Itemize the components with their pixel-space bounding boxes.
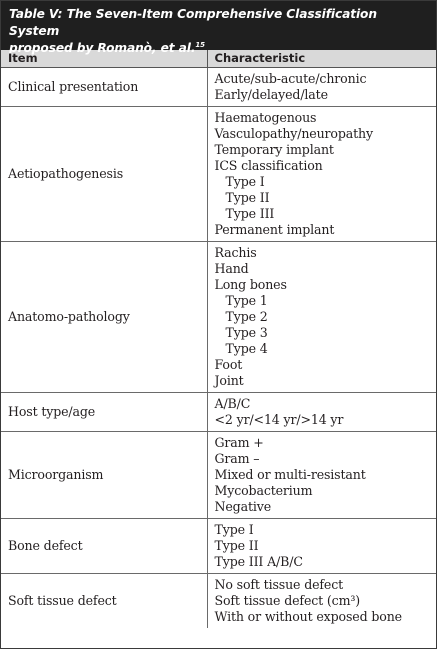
characteristic-item: Hand [214, 260, 249, 276]
characteristic-item: With or without exposed bone [214, 608, 402, 624]
caption-line-2: proposed by Romanò, et al. [9, 41, 196, 55]
characteristic-subitem: Type III [225, 205, 275, 221]
table-body [1, 67, 436, 628]
characteristic-item: Type III A/B/C [214, 553, 303, 569]
characteristic-item: Type I [214, 521, 254, 537]
characteristic-subitem: Type 3 [225, 324, 268, 340]
characteristic-cell [207, 518, 436, 573]
characteristic-item: Soft tissue defect (cm³) [214, 592, 361, 608]
table-row [1, 518, 436, 573]
characteristic-item: <2 yr/<14 yr/>14 yr [214, 411, 344, 427]
table-row [1, 431, 436, 518]
characteristic-cell [207, 392, 436, 431]
characteristic-item: Mycobacterium [214, 482, 313, 498]
item-cell: Host type/age [1, 392, 207, 431]
characteristic-item: Long bones [214, 276, 287, 292]
characteristic-item: No soft tissue defect [214, 576, 344, 592]
item-cell: Aetiopathogenesis [1, 106, 207, 241]
header-item: Item [1, 50, 207, 67]
characteristic-item: Acute/sub-acute/chronic [214, 70, 367, 86]
caption-line-1: Table V: The Seven-Item Comprehensive Classification System [9, 7, 377, 38]
characteristic-cell [207, 67, 436, 106]
characteristic-cell [207, 573, 436, 628]
characteristic-item: Type II [214, 537, 259, 553]
characteristic-item: Vasculopathy/neuropathy [214, 125, 373, 141]
characteristic-subitem: Type II [225, 189, 270, 205]
characteristic-item: Gram + [214, 434, 264, 450]
item-cell: Bone defect [1, 518, 207, 573]
characteristic-subitem: Type 4 [225, 340, 268, 356]
characteristic-item: Permanent implant [214, 221, 335, 237]
characteristic-item: A/B/C [214, 395, 251, 411]
table-row [1, 392, 436, 431]
table-row [1, 241, 436, 392]
characteristic-item: Gram – [214, 450, 260, 466]
table-row [1, 573, 436, 628]
classification-table [1, 50, 436, 628]
characteristic-item: Haematogenous [214, 109, 317, 125]
caption-reference: 15 [195, 40, 205, 49]
characteristic-item: Negative [214, 498, 271, 514]
table-row [1, 67, 436, 106]
characteristic-item: ICS classification [214, 157, 323, 173]
item-cell: Anatomo-pathology [1, 241, 207, 392]
header-characteristic: Characteristic [207, 50, 436, 67]
characteristic-subitem: Type 2 [225, 308, 268, 324]
characteristic-subitem: Type 1 [225, 292, 268, 308]
table-caption [1, 1, 436, 55]
characteristic-cell [207, 241, 436, 392]
table-row [1, 106, 436, 241]
characteristic-item: Foot [214, 356, 243, 372]
item-cell: Microorganism [1, 431, 207, 518]
characteristic-subitem: Type I [225, 173, 265, 189]
characteristic-item: Early/delayed/late [214, 86, 328, 102]
characteristic-item: Mixed or multi-resistant [214, 466, 366, 482]
characteristic-cell [207, 106, 436, 241]
item-cell: Soft tissue defect [1, 573, 207, 628]
characteristic-cell [207, 431, 436, 518]
characteristic-item: Temporary implant [214, 141, 334, 157]
item-cell: Clinical presentation [1, 67, 207, 106]
characteristic-item: Rachis [214, 244, 257, 260]
characteristic-item: Joint [214, 372, 244, 388]
